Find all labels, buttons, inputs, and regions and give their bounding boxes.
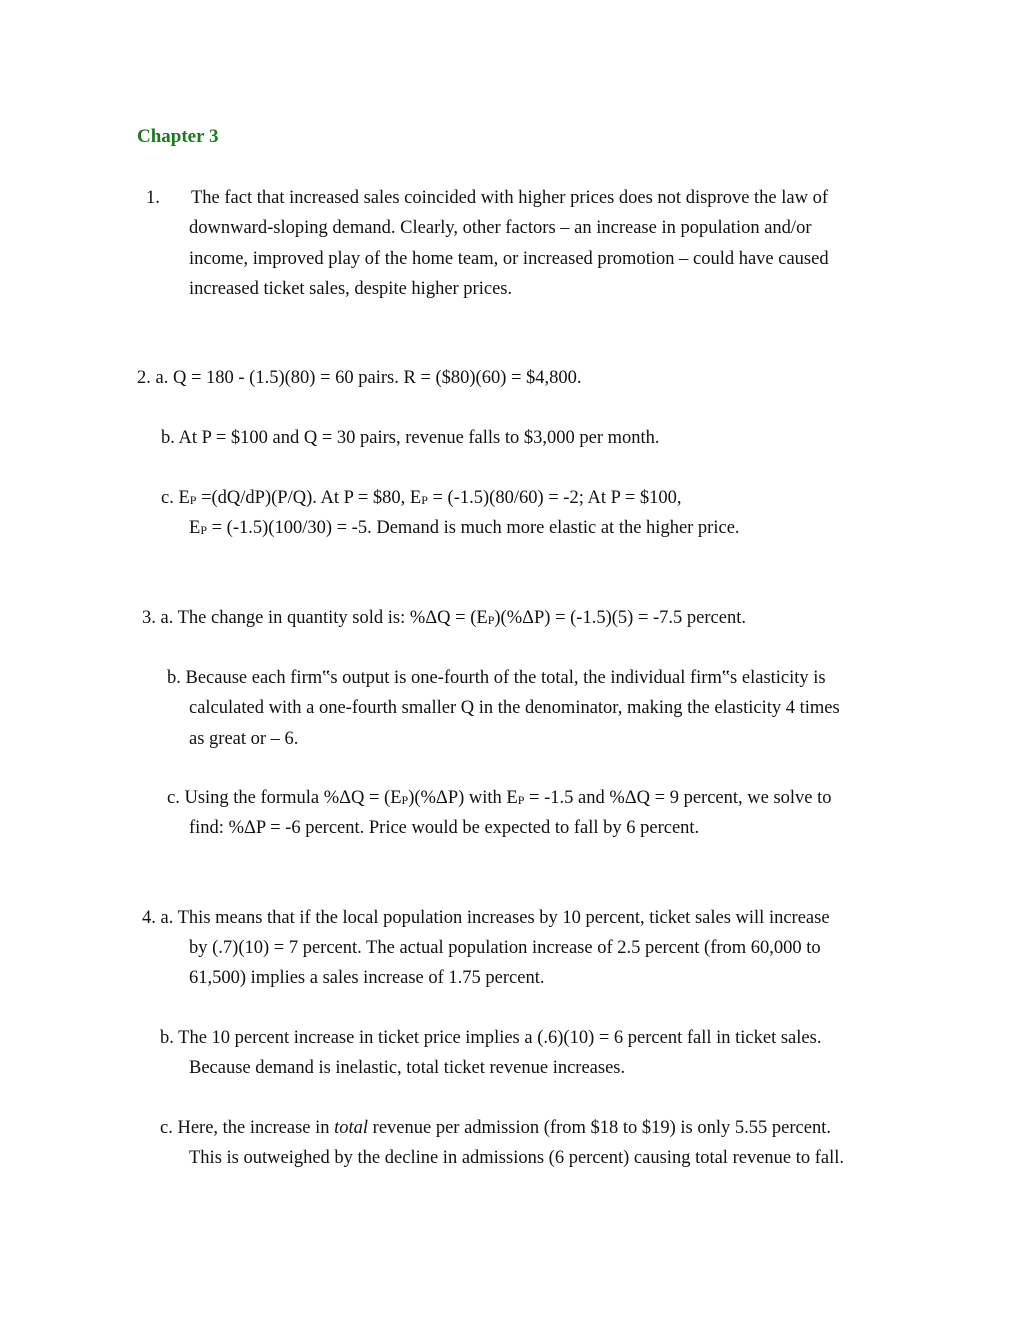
q2c2-text-2: = (-1.5)(100/30) = -5. Demand is much more elastic at the higher price. <box>207 518 740 538</box>
q4-part-a-line-1: 4. a. This means that if the local population increases by 10 percent, ticket sales will increase <box>142 908 830 928</box>
q3-part-b-line-3: as great or – 6. <box>189 729 299 749</box>
q3c1-text-3: = -1.5 and %ΔQ = 9 percent, we solve to <box>524 788 832 808</box>
q3a-text-1: 3. a. The change in quantity sold is: %ΔQ = (E <box>142 608 488 628</box>
q2-part-c-line-2 <box>189 517 740 540</box>
q3c1-sub-1: P <box>401 793 409 807</box>
q4c1-text-1: c. Here, the increase in <box>160 1118 335 1138</box>
q3-part-a <box>142 607 746 630</box>
q2c1-text-1: c. E <box>161 488 190 508</box>
q4-part-b-line-1: b. The 10 percent increase in ticket price implies a (.6)(10) = 6 percent fall in ticket sales. <box>160 1028 822 1048</box>
page-title: Chapter 3 <box>137 126 219 147</box>
q1-line-4: increased ticket sales, despite higher prices. <box>189 279 513 299</box>
q1-line-3: income, improved play of the home team, or increased promotion – could have caused <box>189 249 829 269</box>
q4c1-text-2: revenue per admission (from $18 to $19) is only 5.55 percent. <box>368 1118 831 1138</box>
q2c1-sub-1: P <box>189 493 197 507</box>
q2c2-sub-1: P <box>200 523 207 537</box>
q2c1-sub-2: P <box>421 493 428 507</box>
q2c1-text-2: =(dQ/dP)(P/Q). At P = $80, E <box>196 488 422 508</box>
q4-part-a-line-2: by (.7)(10) = 7 percent. The actual population increase of 2.5 percent (from 60,000 to <box>189 938 821 958</box>
q3c1-text-2: )(%ΔP) with E <box>408 788 518 808</box>
q3-part-b-line-2: calculated with a one-fourth smaller Q in the denominator, making the elasticity 4 times <box>189 698 840 718</box>
q3c1-sub-2: P <box>517 793 525 807</box>
q3c1-text-1: c. Using the formula %ΔQ = (E <box>167 788 402 808</box>
q2-part-b: b. At P = $100 and Q = 30 pairs, revenue falls to $3,000 per month. <box>161 428 660 448</box>
q2-part-c-line-1 <box>161 487 682 510</box>
q2c2-text-1: E <box>189 518 201 538</box>
q3a-text-2: )(%ΔP) = (-1.5)(5) = -7.5 percent. <box>494 608 746 628</box>
q3-part-b-line-1: b. Because each firm‟s output is one-fourth of the total, the individual firm‟s elasticity is <box>167 668 826 688</box>
q1-line-2: downward-sloping demand. Clearly, other factors – an increase in population and/or <box>189 218 812 238</box>
q2c1-text-3: = (-1.5)(80/60) = -2; At P = $100, <box>427 488 682 508</box>
q3-part-c-line-1 <box>167 787 832 810</box>
q1-line-1: The fact that increased sales coincided with higher prices does not disprove the law of <box>191 188 829 208</box>
q4-part-c-line-2: This is outweighed by the decline in admissions (6 percent) causing total revenue to fall. <box>189 1148 845 1168</box>
q4-part-b-line-2: Because demand is inelastic, total ticket revenue increases. <box>189 1058 626 1078</box>
q2-part-a: 2. a. Q = 180 - (1.5)(80) = 60 pairs. R = ($80)(60) = $4,800. <box>137 368 582 388</box>
q4-part-a-line-3: 61,500) implies a sales increase of 1.75 percent. <box>189 968 545 988</box>
q4c1-emphasis: total <box>334 1118 369 1138</box>
q4-part-c-line-1 <box>160 1117 831 1139</box>
q3-part-c-line-2: find: %ΔP = -6 percent. Price would be expected to fall by 6 percent. <box>189 818 700 838</box>
q1-number: 1. <box>146 188 160 208</box>
q3a-sub-1: P <box>487 613 495 627</box>
